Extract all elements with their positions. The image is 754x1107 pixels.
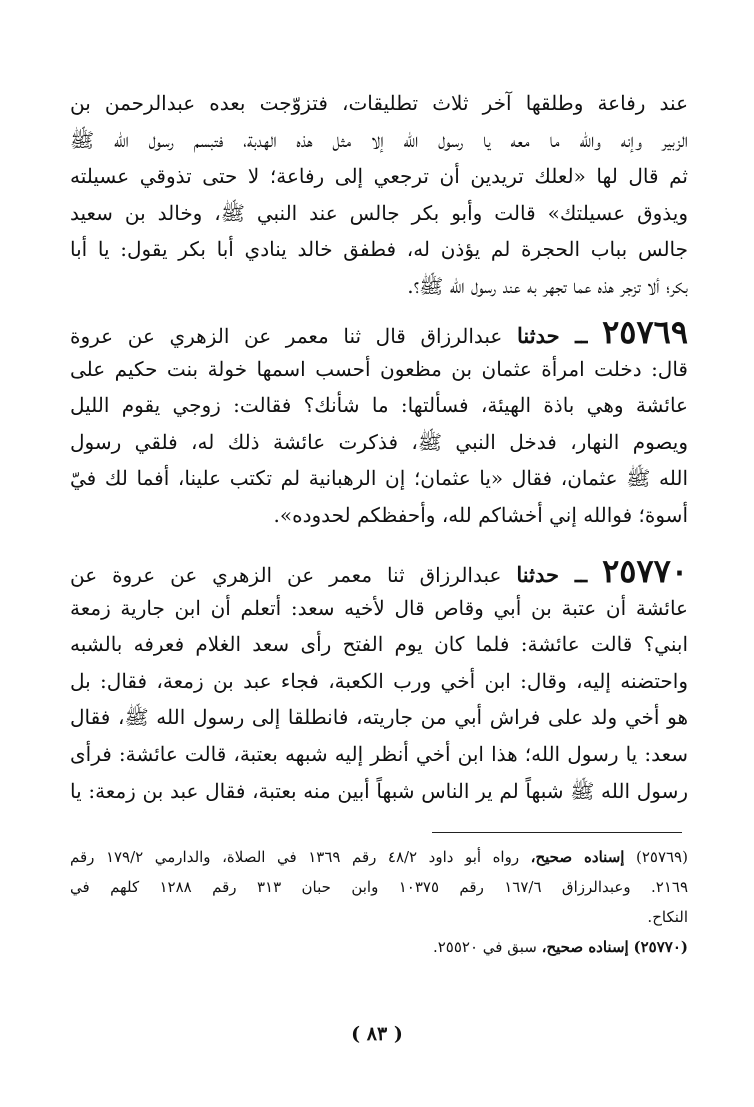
footnotes [70,842,688,962]
text-line: عائشة وهي باذة الهيئة، فسألتها: ما شأنك؟ فقالت: زوجي يقوم الليل [70,393,688,418]
text-line: بكر؛ ألا تزجر هذه عما تجهر به عند رسول الله ﷺ؟. [407,273,688,298]
text-line: الله ﷺ عثمان، فقال «يا عثمان؛ إن الرهبانية لم تكتب علينا، أفما لك فيّ [70,466,688,491]
text-line: قال: دخلت امرأة عثمان بن مظعون أحسب اسمها خولة بنت حكيم على [70,356,688,381]
footnote-line [70,932,688,962]
hadith-label: ــ حدثنا [516,562,588,587]
footnote-grade: إسناده صحيح، [530,848,625,866]
hadith-chain: عبدالرزاق ثنا معمر عن الزهري عن عروة عن [70,563,502,587]
hadith-25769 [70,314,688,534]
footnote-ref: (٢٥٧٧٠) [633,938,688,956]
text-line: ثم قال لها «لعلك تريدين أن ترجعي إلى رفاعة؛ لا حتى تذوقي عسيلته [70,164,688,189]
text-line: ويذوق عسيلتك» قالت وأبو بكر جالس عند النبي ﷺ، وخالد بن سعيد [70,200,688,225]
footnote-line: النكاح. [647,908,688,926]
text-line: واحتضنه إليه، وقال: ابن أخي ورب الكعبة، فجاء عبد بن زمعة، فقال: بل [70,668,688,693]
text-line: هو أخي ولد على فراش أبي من جاريته، فانطلقا إلى رسول الله ﷺ، فقال [70,705,688,730]
hadith-chain: عبدالرزاق قال ثنا معمر عن الزهري عن عروة [70,324,503,348]
footnote-line: ٢١٦٩. وعبدالرزاق ١٦٧/٦ رقم ١٠٣٧٥ وابن حبان ٣١٣ رقم ١٢٨٨ كلهم في [70,878,688,896]
text-line: ويصوم النهار، فدخل النبي ﷺ، فذكرت عائشة ذلك له، فلقي رسول [70,429,688,454]
footnote-text: رواه أبو داود ٤٨/٢ رقم ١٣٦٩ في الصلاة، والدارمي ١٧٩/٢ رقم [70,848,520,866]
hadith-continuation [70,85,688,305]
hadith-number: ٢٥٧٦٩ [602,314,688,351]
text-line: أسوة؛ فوالله إني أخشاكم لله، وأحفظكم لحدوده». [273,502,688,527]
text-line: سعد: يا رسول الله؛ هذا ابن أخي أنظر إليه شبهه بعتبة، قالت عائشة: فرأى [70,741,688,766]
text-line: رسول الله ﷺ شبهاً لم ير الناس شبهاً أبين منه بعتبة، فقال عبد بن زمعة: يا [70,778,688,803]
hadith-heading-line [70,314,688,351]
hadith-heading-line [70,553,688,590]
text-line: جالس بباب الحجرة لم يؤذن له، فطفق خالد ينادي أبا بكر يقول: يا أبا [70,237,688,262]
hadith-label: ــ حدثنا [517,323,588,348]
hadith-25770 [70,553,688,809]
text-line: عائشة أن عتبة بن أبي وقاص قال لأخيه سعد: أتعلم أن ابن جارية زمعة [70,595,688,620]
footnote-ref: (٢٥٧٦٩) [635,848,688,866]
footnote-line [70,842,688,872]
text-line: الزبير وإنه والله ما معه يا رسول الله إلا مثل هذه الهدبة، فتبسم رسول الله ﷺ [70,127,688,152]
footnote-grade: إسناده صحيح، [541,938,629,956]
text-line: عند رفاعة وطلقها آخر ثلاث تطليقات، فتزوّجت بعده عبدالرحمن بن [70,91,688,115]
footnote-text: سبق في ٢٥٥٢٠. [432,938,537,956]
page-number: ( ٨٣ ) [351,1023,403,1045]
text-line: ابني؟ قالت عائشة: فلما كان يوم الفتح رأى سعد الغلام فعرفه بالشبه [70,632,688,657]
hadith-number: ٢٥٧٧٠ [602,553,688,590]
footnote-divider [432,832,682,833]
